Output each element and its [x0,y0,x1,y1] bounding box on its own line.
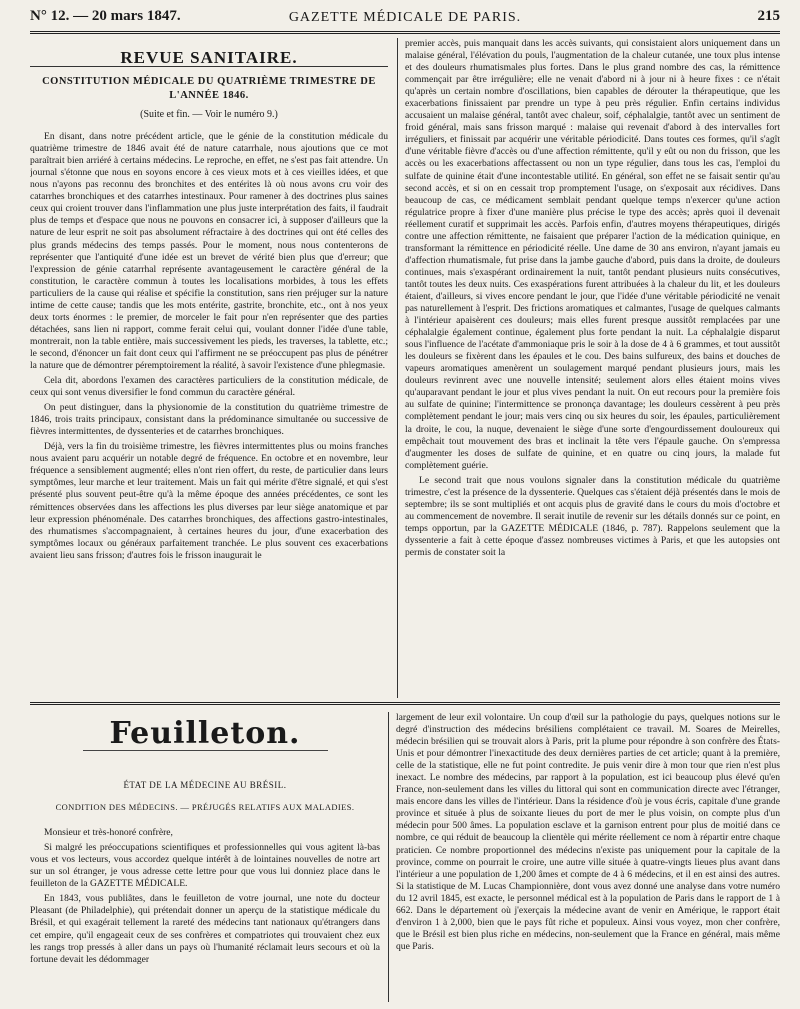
paragraph: Le second trait que nous voulons signaler dans la constitution médicale du quatrième trimestre, c'est la présence de la dyssenterie. Quelques cas s'étaient déjà présentés dans le mois de septembre; ils se sont multipliés et ont acquis plus de gravité dans le cours du mois d'octobre et au commencement de novembre. Il serait inutile de revenir sur les détails donnés sur ce point, en temps opportun, par la GAZETTE MÉDICALE (1846, p. 787). Rappelons seulement que la dyssenterie a fait à cette époque d'assez nombreuses victimes à Paris, et que les autopsies ont permis de constater soit la [405,474,780,558]
salutation: Monsieur et très-honoré confrère, [44,827,173,839]
page-number: 215 [757,8,780,24]
page-header [30,8,780,30]
column-divider-lower [388,712,389,1002]
revue-left-column [30,38,388,700]
paragraph: Si malgré les préoccupations scientifiques et professionnelles qui vous agitent là-bas vous et vos lecteurs, vous accordez quelque intérêt à de lointaines nouvelles de notre art sur un sol étranger, je vous adresse cette lettre pour que vous lui donniez place dans le feuilleton de la GAZETTE MÉDICALE. [30,842,380,890]
paragraph: On peut distinguer, dans la physionomie de la constitution du quatrième trimestre de 1846, trois traits principaux, consistant dans la prédominance simultanée ou successive de fièvres intermittentes, de dyssenteries et de catarrhes bronchiques. [30,402,388,438]
article-title: CONSTITUTION MÉDICALE DU QUATRIÈME TRIMESTRE DE L'ANNÉE 1846. [42,76,376,102]
paragraph: Déjà, vers la fin du troisième trimestre, les fièvres intermittentes plus ou moins franches nous avaient paru acquérir un notable degré de fréquence. En octobre et en novembre, leur fréquence a sensiblement augmenté; elles n'ont rien offert, du reste, de particulier dans leurs symptômes, leur marche et leur traitement. Mais un fait qui mérite d'être signalé, et qui s'est présenté plus souvent peut-être qu'à la même époque des années précédentes, ce sont les rémittences observées dans les affections les plus diverses par leur siège anatomique et par leur expression phénoménale. Des catarrhes bronchiques, des affections gastro-intestinales, des rhumatismes s'accompagnaient, à certaines heures du jour, d'une exacerbation des symptômes locaux ou généraux parfaitement tranchée. Le plus souvent ces exacerbations avaient lieu sans frisson; d'autres fois le frisson inaugurait le [30,441,388,561]
header-rule [30,31,780,34]
feuilleton-rule [30,702,780,705]
paragraph: En 1843, vous publiâtes, dans le feuilleton de votre journal, une note du docteur Pleasant (de Philadelphie), qui prétendait donner un aperçu de la statistique médicale du Brésil, et qui exagérait tellement la rareté des médecins tant nationaux qu'étrangers dans cet empire, qu'il engageait ceux de ses confrères et compatriotes qui trouvaient chez eux les rangs trop pressés à aller dans un pays où l'humanité réclamait leurs secours et où la fortune devait les dédommager [30,893,380,965]
journal-title: GAZETTE MÉDICALE DE PARIS. [288,10,522,25]
issue-number: N° 12. — 20 mars 1847. [30,8,181,24]
column-divider [397,38,398,698]
feuilleton-title: Feuilleton. [109,716,301,751]
feuilleton-subtitle: ÉTAT DE LA MÉDECINE AU BRÉSIL. [123,780,287,791]
feuilleton-left-column [30,712,380,1004]
paragraph: Cela dit, abordons l'examen des caractères particuliers de la constitution médicale, de ceux qui sont venus diversifier le fond commun du caractère général. [30,375,388,399]
revue-right-column [405,38,780,700]
paragraph: premier accès, puis manquait dans les accès suivants, qui consistaient alors uniquement dans un malaise général, l'élévation du pouls, l'augmentation de la chaleur cutanée, une toux plus intense et des douleurs rhumatismales plus fortes. Dans le plus grand nombre des cas, la rémittence commençait par être irrégulière; elle ne venait d'abord ni à jour ni à heure fixes : ce n'était qu'après un certain nombre d'oscillations, bien capables de dérouter la thérapeutique, que les exacerbations finissaient par prendre un type à peu près régulier. Enfin certains individus accusaient un malaise général, tantôt avec chaleur, soif, céphalalgie, tantôt avec un sentiment de froid général, mais sans frisson marqué : malaise qui revenait d'abord à des intervalles fort irréguliers, et finissait par acquérir une véritable périodicité. Dans toutes ces formes, qu'il s'agît d'une véritable fièvre d'accès ou d'une affection rémittente, qu'il y eût ou non du frisson, que les accès ou les exacerbations affectassent ou non un type régulier, dans tous les cas, l'emploi du sulfate de quinine était d'une incontestable utilité. En général, son effet ne se faisait sentir qu'au second accès, et si on en cessait trop promptement l'usage, on s'exposait aux récidives. Dans beaucoup de cas, ce médicament semblait pendant quelque temps n'exercer qu'une action régulatrice propre à fixer d'une manière plus précise le type des accès; après quoi il devenait réellement curatif et supprimait les accès. Parfois enfin, d'autres moyens thérapeutiques, dirigés contre une affection rémittente, ne faisaient que préparer l'action de la médication quinique, en transformant la rémittence en périodicité réelle. Une dame de 30 ans environ, n'ayant jamais eu d'affection rhumatismale, fut prise dans la jambe gauche d'abord, puis dans la droite, de douleurs continues, mais s'exaspérant ordinairement la nuit, tantôt pendant plusieurs nuits consécutives, tantôt toutes les deux nuits. Ces exaspérations furent attribuées à la chaleur du lit, et les douleurs étaient, d'ailleurs, si vives encore pendant le jour, que l'idée d'une véritable périodicité ne venait pas naturellement à l'esprit. Des frictions aromatiques et calmantes, l'usage de quelques calmants à l'intérieur apaisèrent ces douleurs; mais elles furent presque aussitôt remplacées par une céphalalgie également continue, également plus forte pendant la nuit. La céphalalgie disparut sous l'influence de l'acétate d'ammoniaque pris le soir à la dose de 4 à 6 grammes, et tout aussitôt les douleurs se fixèrent dans les épaules et le cou. Des bains sulfureux, des bains et douches de vapeurs aromatiques amenèrent un soulagement marqué pendant plusieurs jours, mais les douleurs revinrent avec une nouvelle intensité; seulement alors elles étaient moins vives qu'auparavant pendant le jour et plus vives pendant la nuit. On eut recours pour la première fois au sulfate de quinine; l'intermittence se prononça davantage; les douleurs cessèrent à peu près complètement pendant le jour; mais vers cinq ou six heures du soir, les épaules, particulièrement la droite, le cou, la nuque, devenaient le siège d'une sorte d'engourdissement douloureux qui empêchait tout mouvement des bras et inclinait la tête vers l'épaule gauche. On s'empressa d'augmenter les doses de sulfate de quinine, et en quatre ou cinq jours, la malade fut complètement guérie. [405,38,780,471]
feuilleton-right-column [396,712,780,1004]
section-title: REVUE SANITAIRE. [30,52,388,67]
feuilleton-subsubtitle: CONDITION DES MÉDECINS. — PRÉJUGÉS RELATIFS AUX MALADIES. [55,802,355,813]
continuation-note: (Suite et fin. — Voir le numéro 9.) [140,109,278,121]
paragraph: largement de leur exil volontaire. Un coup d'œil sur la pathologie du pays, quelques notions sur le degré d'instruction des médecins brésiliens complétaient ce travail. M. Soares de Meirelles, médecin brésilien qui se trouvait alors à Paris, prit la plume pour répondre à son confrère des États-Unis et pour démontrer l'inexactitude des deux dernières parties de cet article; quant à la première, celle de la statistique, elle ne fut point contredite. Je puis venir dire à mon tour que rien n'est plus inexact. Le nombre des médecins, par rapport à la population, est ici beaucoup plus élevé qu'en France, non-seulement dans les villes du littoral qui sont en communication directe avec l'étranger, mais encore dans les villes de l'intérieur. Dans la résidence d'où je vous écris, capitale d'une grande province et située à plus de soixante lieues du port de mer le plus voisin, on compte plus d'un médecin pour 500 âmes. La population esclave et la garnison entrent pour plus de moitié dans ce nombre, ce qui réduit de beaucoup la clientèle qui mérite réellement ce nom à répartir entre chaque praticien. Ce nombre proportionnel des médecins n'existe pas uniquement pour la capitale de la province, comme on pourrait le croire, une autre ville située à quatre-vingts lieues plus avant dans l'intérieur a une population de 1,200 âmes et compte de 4 à 6 médecins, et il en est ainsi des autres. Si la statistique de M. Lucas Championnière, dont vous avez donné une analyse dans votre numéro du 12 avril 1845, est exacte, le personnel médical est à la population de Paris dans le rapport de 1 à 662. Dans le département où j'exerçais la médecine avant de venir en Amérique, le rapport était d'environ 1 à 2,000, bien que le pays fût riche et populeux. Ainsi vous voyez, mon cher confrère, que le Brésil est bien plus riche en médecins, non-seulement que la France en général, mais même que Paris. [396,712,780,952]
paragraph: En disant, dans notre précédent article, que le génie de la constitution médicale du quatrième trimestre de 1846 avait été de nature catarrhale, nous ajoutions que ce mot paraîtrait bien arriéré à certains médecins. Le reproche, en effet, ne s'est pas fait attendre. Un journal s'étonne que nous en soyons encore à ces vieux mots et à ces vieilles idées, et que nous n'ayons pas reconnu des bronchites et des entérites là où nous avons cru voir des catarrhes bronchiques et des catarrhes intestinaux. Pour ramener à des doctrines plus saines ceux qui croient trouver dans l'inflammation une plus juste interprétation des faits, il faudrait plus de temps et d'espace que nous ne pouvons en consacrer ici, à supposer d'ailleurs que la nature de leur esprit ne soit pas absolument réfractaire à des doctrines qui ont été celles des plus grands médecins des temps passés. Pour le moment, nous nous contenterons de représenter que l'antiquité d'une idée est un brevet de vérité bien plus que d'erreur; que l'expression de génie catarrhal représente avantageusement le caractère général de la constitution, le caractère commun à toutes les localisations morbides, à tous les effets particuliers de la cause qui réalise et spécifie la constitution, sans rien préjuger sur la nature intime de cette cause; tandis que les mots entérite, gastrite, bronchite, etc., ont à nos yeux deux torts énormes : le premier, de morceler le fait pour n'en représenter que des parties détachées, sans lien ni rapport, comme ferait celui qui, voulant donner l'idée d'une table, montrerait, non la table entière, mais successivement les pieds, les traverses, la tablette, etc.; le second, d'énoncer un fait dont ceux qui l'affirment ne se préoccupent pas plus de pénétrer la nature que de démontrer péremptoirement la réalité, à savoir l'existence d'une phlegmasie. [30,131,388,371]
